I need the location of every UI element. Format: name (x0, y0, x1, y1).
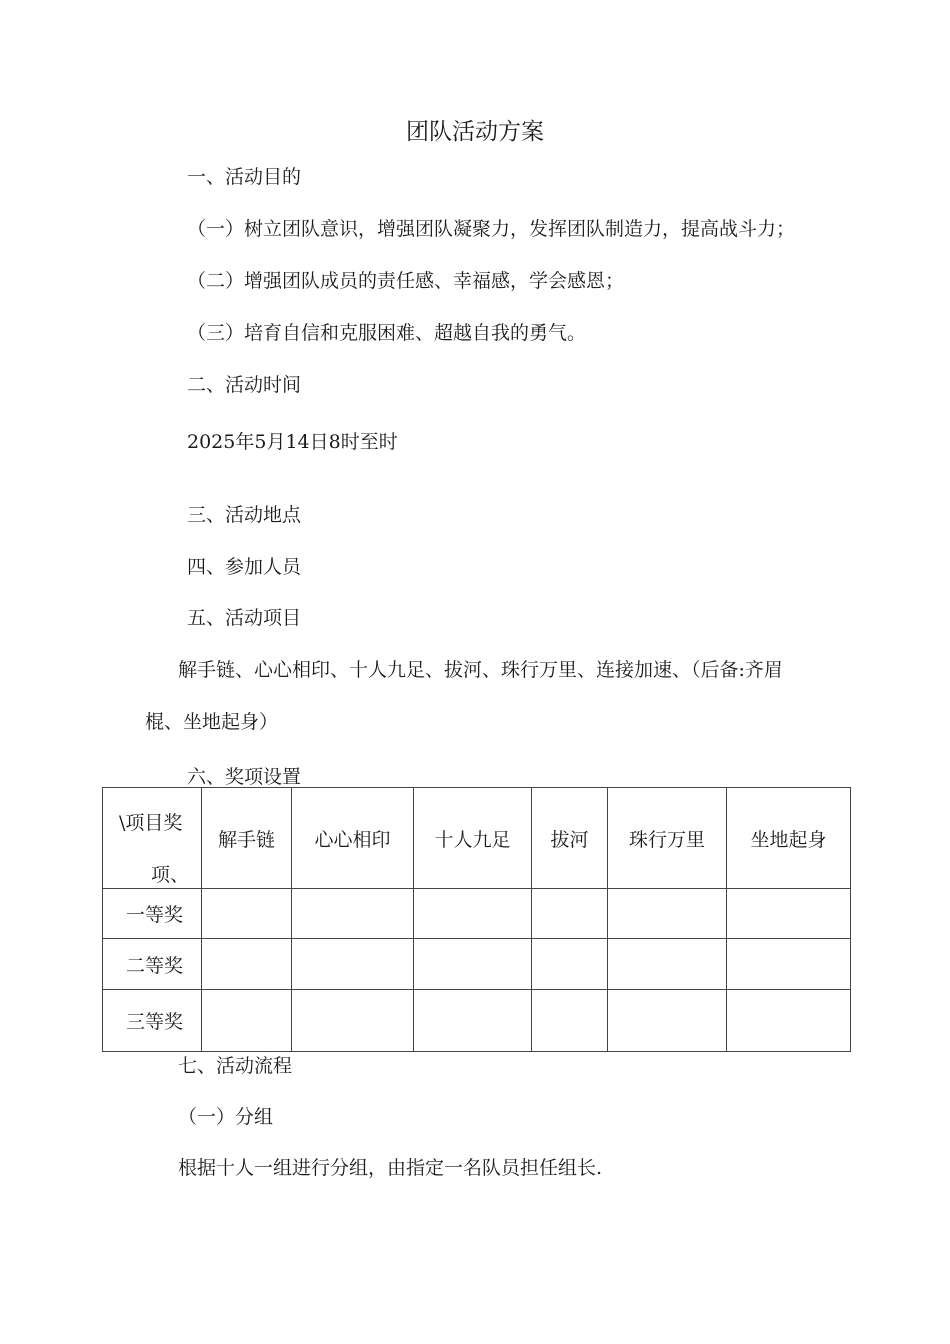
table-cell (292, 990, 414, 1052)
table-cell (414, 939, 532, 990)
section-heading-process: 七、活动流程 (178, 1055, 293, 1077)
table-cell (727, 990, 851, 1052)
purpose-item-2: （二）增强团队成员的责任感、幸福感，学会感恩； (187, 270, 625, 292)
column-header: 心心相印 (292, 788, 414, 889)
row-label-second-prize: 二等奖 (103, 939, 202, 990)
column-header: 坐地起身 (727, 788, 851, 889)
section-heading-participants: 四、参加人员 (187, 556, 302, 578)
table-row (103, 939, 851, 990)
table-cell (414, 990, 532, 1052)
grouping-text: 根据十人一组进行分组，由指定一名队员担任组长. (178, 1157, 603, 1179)
column-header: 解手链 (202, 788, 292, 889)
section-heading-awards: 六、奖项设置 (187, 766, 302, 788)
row-label-first-prize: 一等奖 (103, 889, 202, 939)
table-row (103, 990, 851, 1052)
document-title: 团队活动方案 (406, 119, 544, 145)
table-cell (292, 889, 414, 939)
section-heading-purpose: 一、活动目的 (187, 166, 302, 188)
table-cell (727, 939, 851, 990)
table-cell (532, 889, 608, 939)
table-header-row (103, 788, 851, 889)
table-cell (608, 990, 727, 1052)
table-cell (202, 889, 292, 939)
table-cell (608, 939, 727, 990)
column-header: 十人九足 (414, 788, 532, 889)
table-row (103, 889, 851, 939)
table-corner-cell (103, 788, 202, 889)
table-cell (532, 939, 608, 990)
section-heading-time: 二、活动时间 (187, 374, 302, 396)
table-cell (414, 889, 532, 939)
section-heading-location: 三、活动地点 (187, 504, 302, 526)
section-heading-projects: 五、活动项目 (187, 607, 302, 629)
table-cell (292, 939, 414, 990)
column-header: 拔河 (532, 788, 608, 889)
row-label-third-prize: 三等奖 (103, 990, 202, 1052)
activity-time-text: 2025年5月14日8时至时 (187, 431, 398, 453)
projects-text-line-2: 棍、坐地起身） (145, 711, 279, 733)
corner-label-bottom: 项、 (151, 864, 190, 886)
projects-text-line-1: 解手链、心心相印、十人九足、拔河、珠行万里、连接加速、（后备:齐眉 (178, 659, 783, 681)
purpose-item-3: （三）培育自信和克服困难、超越自我的勇气。 (187, 322, 587, 344)
awards-table (102, 787, 851, 1052)
column-header: 珠行万里 (608, 788, 727, 889)
purpose-item-1: （一）树立团队意识，增强团队凝聚力，发挥团队制造力，提高战斗力； (187, 218, 796, 240)
corner-label-top: \项目奖 (119, 812, 183, 834)
table-cell (202, 939, 292, 990)
table-cell (727, 889, 851, 939)
table-cell (202, 990, 292, 1052)
process-subheading-grouping: （一）分组 (178, 1106, 274, 1128)
table-cell (608, 889, 727, 939)
table-cell (532, 990, 608, 1052)
